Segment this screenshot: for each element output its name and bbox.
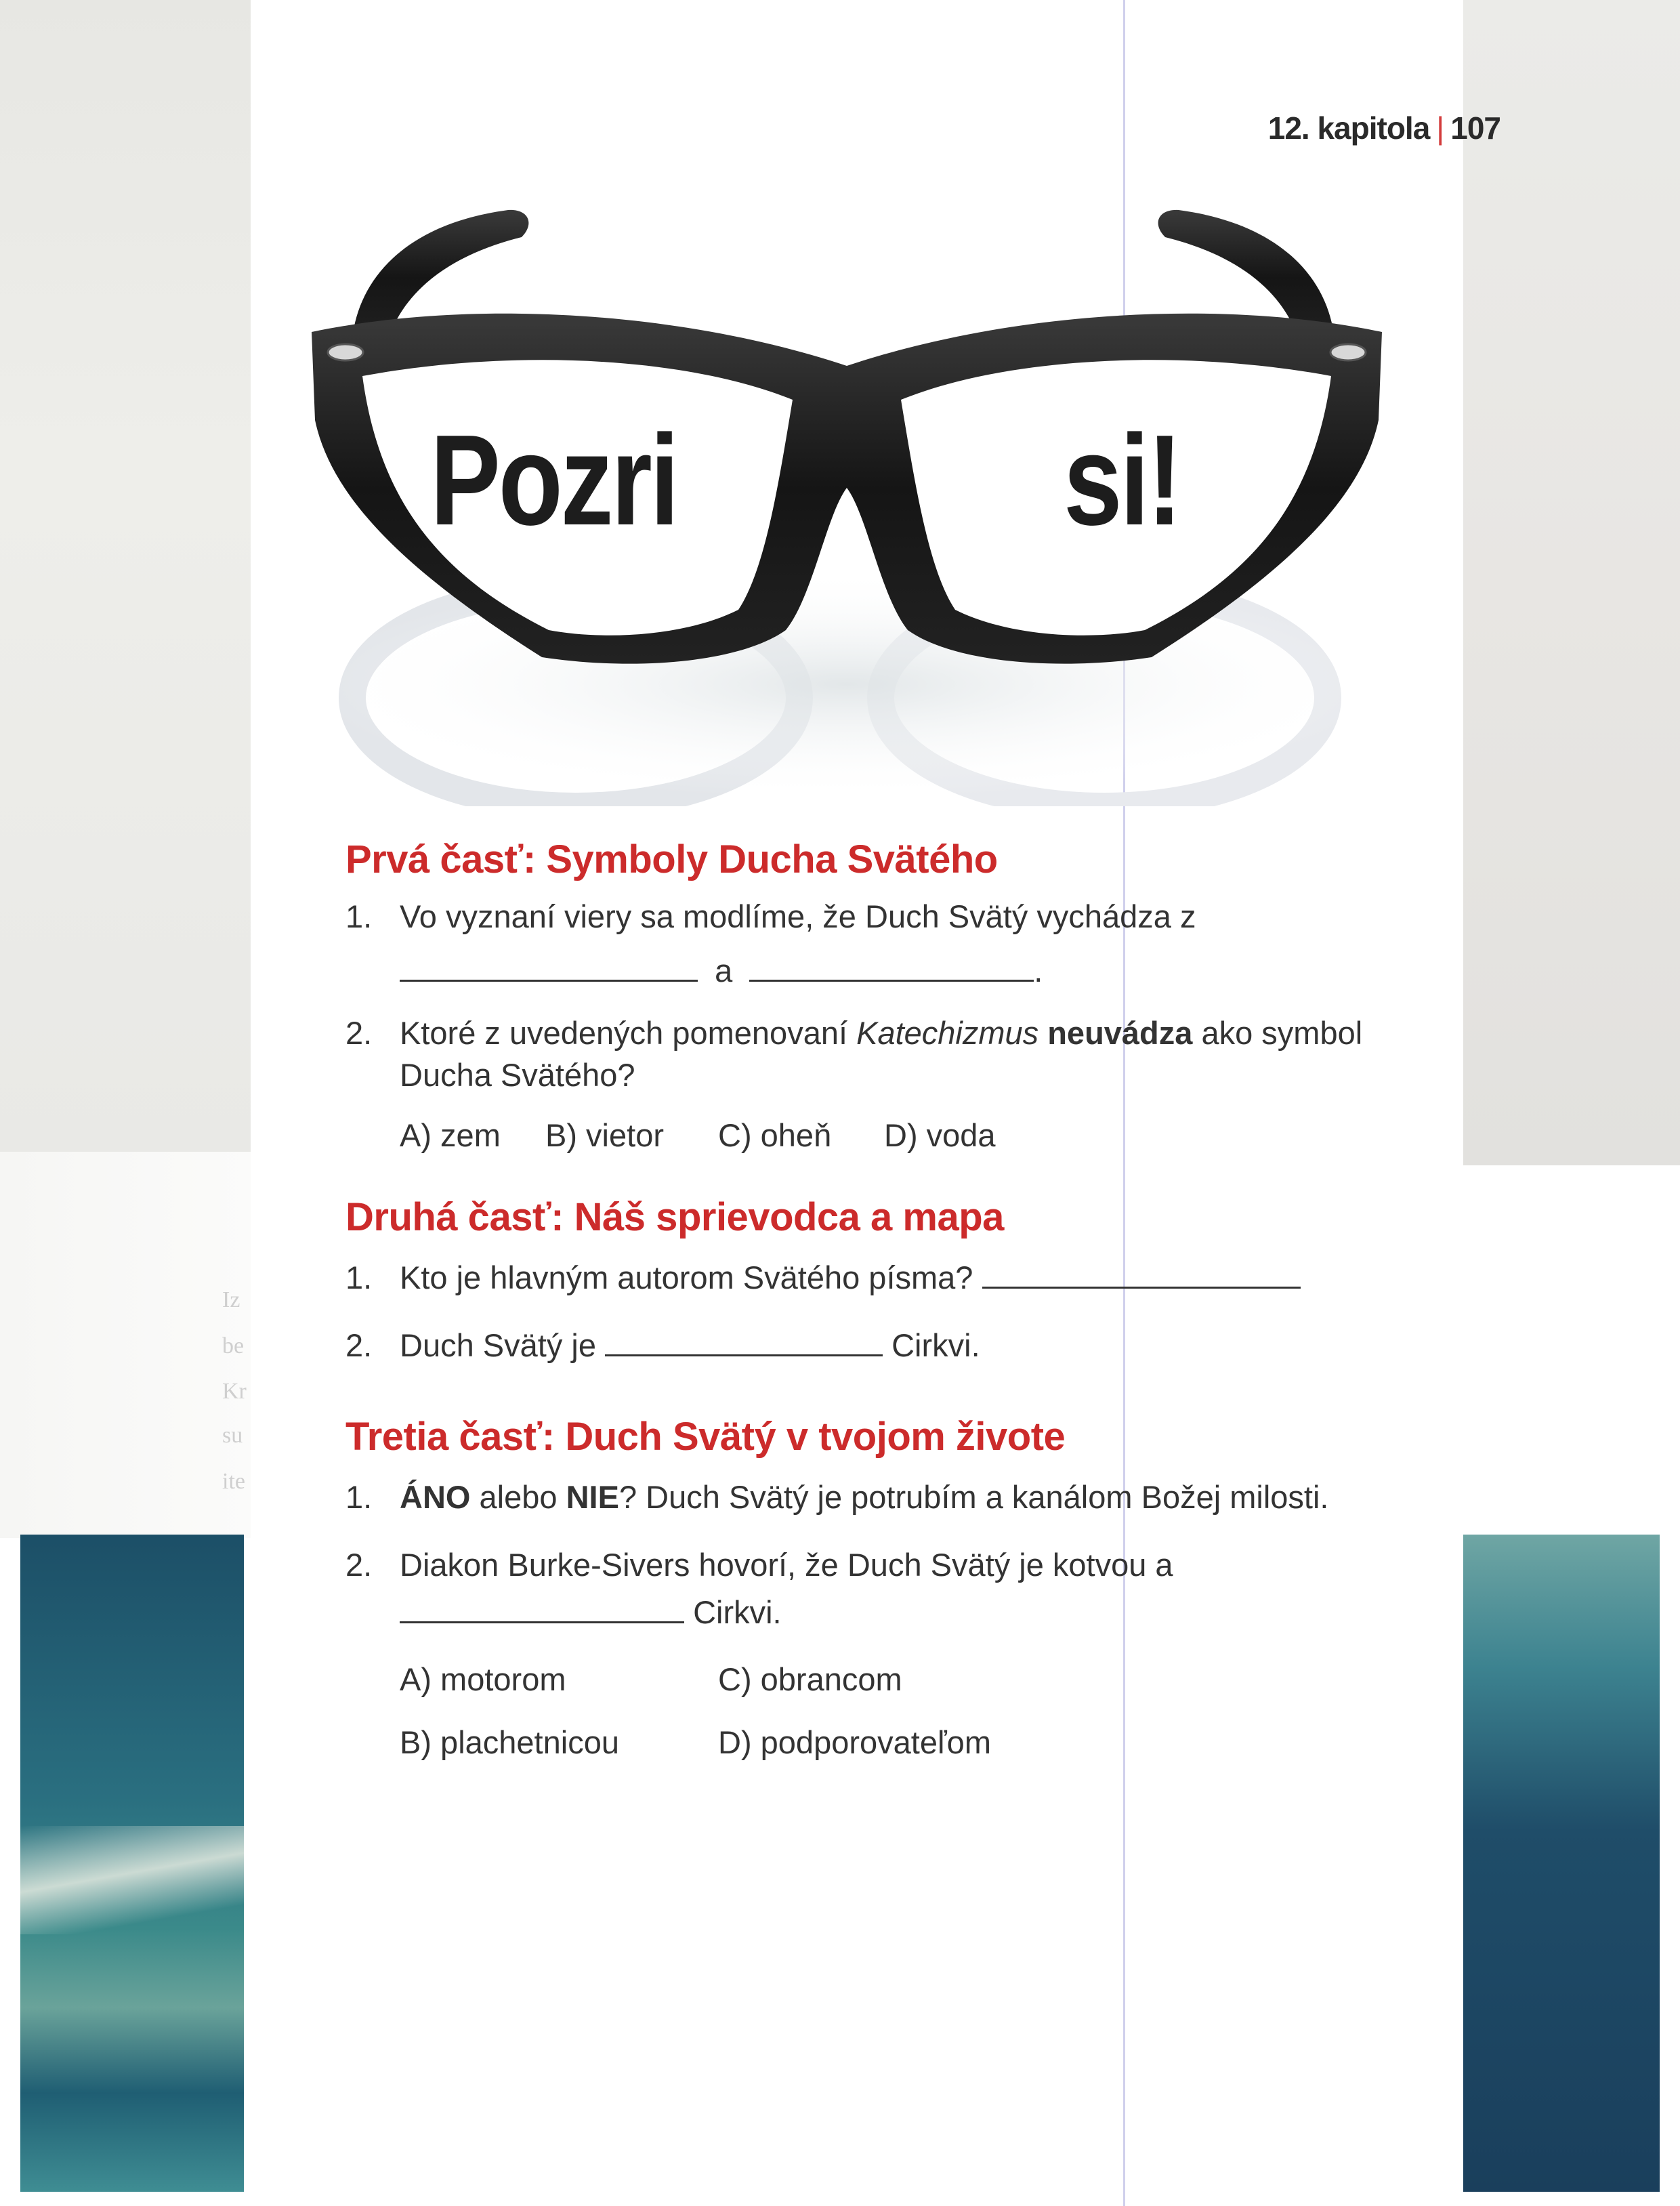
bleed-text-fragment: su [222, 1423, 243, 1448]
answer-option[interactable]: C) oheň [718, 1117, 832, 1153]
option-nie[interactable]: NIE [566, 1479, 619, 1515]
emphasis-italic: Katechizmus [856, 1015, 1039, 1051]
question-number: 1. [345, 1260, 373, 1295]
connector-text: a [715, 953, 733, 988]
section-title-part-3: Tretia časť: Duch Svätý v tvojom živote [345, 1415, 1066, 1459]
answer-option[interactable]: D) voda [884, 1117, 996, 1153]
question-3-2 [345, 1544, 1382, 1586]
header-separator: | [1436, 110, 1444, 146]
question-text-end: Cirkvi. [891, 1327, 980, 1363]
answer-options-3-2-row-1 [400, 1661, 1382, 1698]
background-left-photo-strip [0, 0, 251, 1152]
shoreline [20, 1826, 244, 1934]
bleed-text-fragment: Iz [222, 1287, 240, 1312]
question-3-2-answer-line [345, 1591, 1382, 1633]
page-number: 107 [1450, 110, 1500, 146]
answer-blank[interactable] [400, 1594, 684, 1623]
question-text: Duch Svätý je [400, 1327, 596, 1363]
answer-blank[interactable] [749, 953, 1034, 982]
answer-blank[interactable] [605, 1327, 883, 1356]
chapter-label: 12. kapitola [1267, 110, 1430, 146]
question-number: 1. [345, 1479, 373, 1515]
question-number: 2. [345, 1015, 373, 1051]
answer-blank[interactable] [982, 1260, 1301, 1289]
question-number: 1. [345, 898, 373, 934]
answer-options-3-2-row-2 [400, 1724, 1382, 1761]
answer-option[interactable]: A) motorom [400, 1661, 566, 1697]
option-ano[interactable]: ÁNO [400, 1479, 471, 1515]
section-title-part-1: Prvá časť: Symboly Ducha Svätého [345, 837, 998, 881]
question-number: 2. [345, 1327, 373, 1363]
question-text: Ktoré z uvedených pomenovaní [400, 1015, 857, 1051]
question-3-1: 1. ÁNO alebo NIE? Duch Svätý je potrubím a kanálom Božej milosti. [345, 1476, 1382, 1518]
question-1-1-answer-line [345, 950, 1382, 992]
question-text: Vo vyznaní viery sa modlíme, že Duch Svätý vychádza z [400, 898, 1196, 934]
sentence-end: . [1034, 953, 1043, 988]
background-bleed-text [0, 1152, 251, 1538]
right-lens-word: si! [1064, 409, 1180, 552]
question-text: Diakon Burke-Sivers hovorí, že Duch Svätý je kotvou a [400, 1547, 1173, 1583]
emphasis-bold: neuvádza [1047, 1015, 1193, 1051]
bleed-text-fragment: Kr [222, 1379, 247, 1404]
question-2-1 [345, 1257, 1382, 1299]
question-text-end: Cirkvi. [693, 1594, 782, 1630]
answer-option[interactable]: D) podporovateľom [718, 1724, 991, 1760]
left-lens-word: Pozri [430, 409, 677, 552]
bleed-text-fragment: ite [222, 1469, 245, 1494]
answer-option[interactable]: B) plachetnicou [400, 1724, 619, 1760]
question-1-1 [345, 896, 1382, 938]
answer-option[interactable]: B) vietor [545, 1117, 664, 1153]
section-title-part-2: Druhá časť: Náš sprievodca a mapa [345, 1195, 1004, 1239]
question-1-2: 2. Ktoré z uvedených pomenovaní Katechizmus neuvádza ako symbol Ducha Svätého? [345, 1012, 1382, 1096]
quiz-content [345, 837, 1382, 1761]
bleed-text-fragment: be [222, 1333, 245, 1358]
question-2-2 [345, 1325, 1382, 1367]
answer-options-1-2 [400, 1117, 1382, 1154]
answer-option[interactable]: A) zem [400, 1117, 501, 1153]
background-right-sea-photo [1443, 1535, 1660, 2192]
background-right-photo-strip [1463, 0, 1680, 1165]
question-text: Kto je hlavným autorom Svätého písma? [400, 1260, 973, 1295]
background-left-sea-photo [20, 1535, 244, 2192]
answer-blank[interactable] [400, 953, 698, 982]
page-header [1268, 110, 1500, 146]
glasses-illustration [305, 196, 1423, 806]
question-number: 2. [345, 1547, 373, 1583]
answer-option[interactable]: C) obrancom [718, 1661, 902, 1697]
question-text: ? Duch Svätý je potrubím a kanálom Božej milosti. [618, 1479, 1329, 1515]
